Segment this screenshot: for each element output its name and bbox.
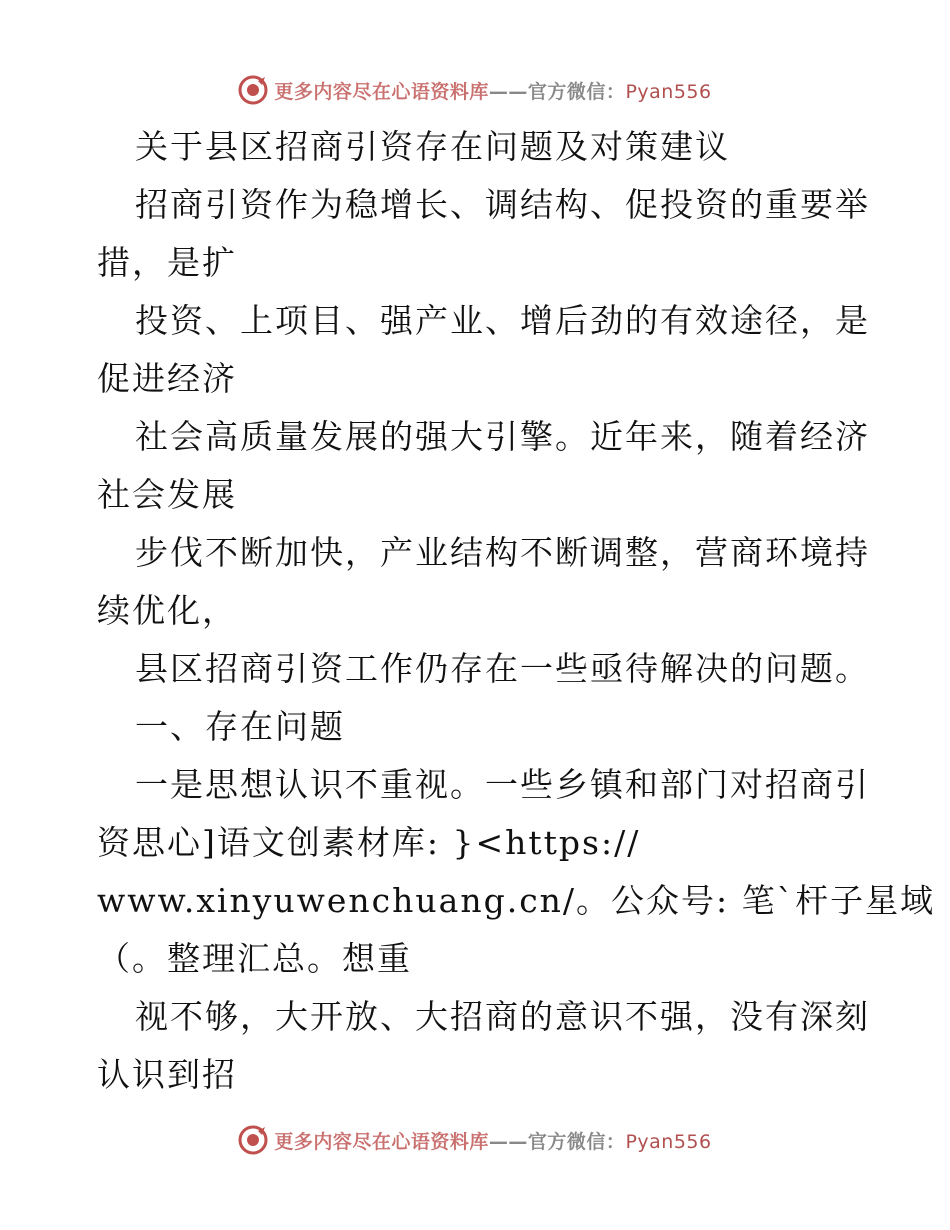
text-line: 步伐不断加快，产业结构不断调整，营商环境持 [135,533,870,572]
text-line: 招商引资作为稳增长、调结构、促投资的重要举 [135,185,870,224]
text-line: 资思心]语文创素材库: }<https:// [97,823,641,862]
document-body [97,118,936,1104]
text-line: 县区招商引资工作仍存在一些亟待解决的问题。 [135,649,870,688]
text-line: （。整理汇总。想重 [97,939,412,978]
pen-logo-icon [238,1125,268,1155]
text-line: 一、存在问题 [135,707,345,746]
text-line: www.xinyuwenchuang.cn/。公众号: 笔`杆子星域 [97,881,936,920]
text-line: 措，是扩 [97,243,237,282]
footer-banner [0,1120,950,1160]
text-line: 社会高质量发展的强大引擎。近年来，随着经济 [135,417,870,456]
text-line: 认识到招 [97,1055,237,1094]
text-line: 社会发展 [97,475,237,514]
banner-text: 更多内容尽在心语资料库——官方微信：Pyan556 [274,1130,712,1153]
text-line: 关于县区招商引资存在问题及对策建议 [135,127,730,166]
header-banner [0,70,950,110]
text-line: 促进经济 [97,359,237,398]
text-line: 续优化， [97,591,237,630]
banner-text: 更多内容尽在心语资料库——官方微信：Pyan556 [274,80,712,103]
text-line: 视不够，大开放、大招商的意识不强，没有深刻 [135,997,870,1036]
text-line: 投资、上项目、强产业、增后劲的有效途径，是 [135,301,870,340]
pen-logo-icon [238,75,268,105]
text-line: 一是思想认识不重视。一些乡镇和部门对招商引 [135,765,870,804]
